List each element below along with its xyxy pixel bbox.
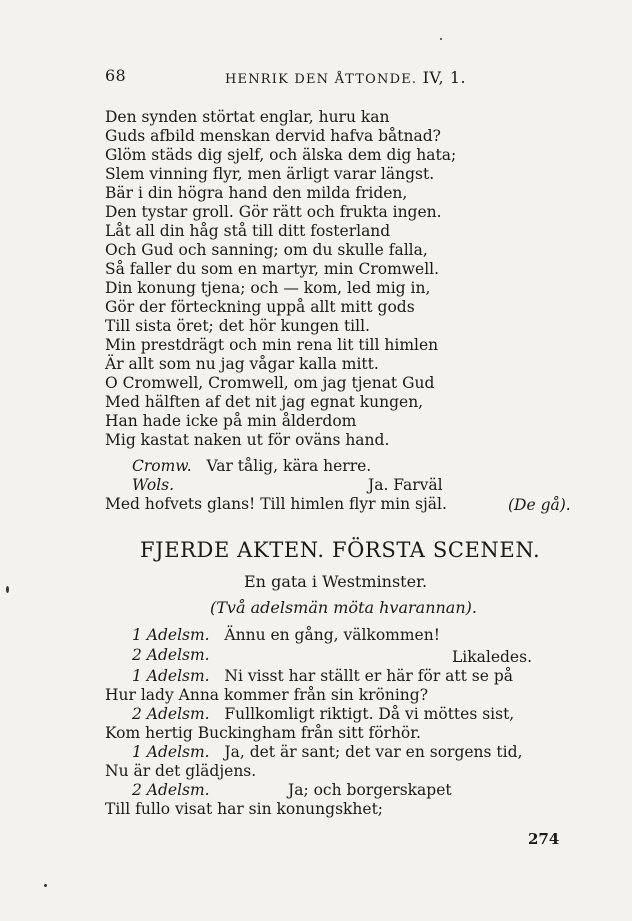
running-title-text: HENRIK DEN ÅTTONDE.	[225, 72, 418, 87]
speech: Ännu en gång, välkommen!	[224, 626, 440, 644]
dialogue-line	[132, 626, 440, 645]
speaker: 2 Adelsm.	[132, 646, 210, 664]
verse-line: Till sista öret; det hör kungen till.	[105, 317, 370, 335]
dialogue-line	[132, 743, 522, 762]
speaker-wols: Wols.	[132, 476, 175, 494]
verse-line: O Cromwell, Cromwell, om jag tjenat Gud	[105, 374, 435, 392]
speech: Fullkomligt riktigt. Då vi möttes sist,	[224, 705, 515, 723]
verse-line: Glöm städs dig sjelf, och älska dem dig hata;	[105, 146, 457, 164]
verse-line: Är allt som nu jag vågar kalla mitt.	[105, 355, 379, 373]
speech: Likaledes.	[452, 648, 532, 666]
speaker: 1 Adelsm.	[132, 626, 210, 644]
speech: Kom hertig Buckingham från sitt förhör.	[105, 724, 421, 742]
speech: Ni visst har ställt er här för att se på	[224, 667, 514, 685]
cromw-speech	[132, 457, 371, 476]
speaker-cromw: Cromw.	[132, 457, 192, 475]
verse-line: Slem vinning flyr, men ärligt varar längst.	[105, 165, 435, 183]
speech: Till fullo visat har sin konungskhet;	[105, 800, 384, 818]
verse-line: Min prestdrägt och min rena lit till himlen	[105, 336, 439, 354]
speaker: 1 Adelsm.	[132, 743, 210, 761]
wols-line: Ja. Farväl	[368, 476, 443, 494]
exit-direction: (De gå).	[508, 496, 571, 514]
verse-line: Bär i din högra hand den milda friden,	[105, 184, 408, 202]
cromw-line: Var tålig, kära herre.	[206, 457, 372, 475]
verse-line: Och Gud och sanning; om du skulle falla,	[105, 241, 428, 259]
verse-line: Guds afbild menskan dervid hafva båtnad?	[105, 127, 441, 145]
dialogue-line	[132, 667, 513, 686]
act-scene-label: IV, 1.	[422, 68, 467, 87]
opening-direction: (Två adelsmän möta hvarannan).	[210, 598, 477, 617]
verse-line: Den synden störtat englar, huru kan	[105, 108, 390, 126]
verse-line: Gör der förteckning uppå allt mitt gods	[105, 298, 415, 316]
scan-speck	[6, 586, 9, 593]
dialogue-line	[132, 705, 514, 724]
verse-line: Mig kastat naken ut för oväns hand.	[105, 431, 390, 449]
speech: Ja, det är sant; det var en sorgens tid,	[224, 743, 523, 761]
final-verse-line: Med hofvets glans! Till himlen flyr min själ.	[105, 495, 447, 513]
act-heading: FJERDE AKTEN. FÖRSTA SCENEN.	[140, 538, 541, 562]
speaker: 2 Adelsm.	[132, 705, 210, 723]
speech: Hur lady Anna kommer från sin kröning?	[105, 686, 429, 704]
verse-line: Med hälften af det nit jag egnat kungen,	[105, 393, 424, 411]
speaker: 1 Adelsm.	[132, 667, 210, 685]
verse-block	[105, 108, 456, 450]
signature-number: 274	[528, 830, 560, 848]
speech: Nu är det glädjens.	[105, 762, 257, 780]
running-title	[225, 68, 466, 87]
speaker: 2 Adelsm.	[132, 781, 210, 799]
verse-line: Så faller du som en martyr, min Cromwell.	[105, 260, 440, 278]
scan-speck	[440, 38, 442, 40]
speech: Ja; och borgerskapet	[288, 781, 452, 799]
verse-line: Din konung tjena; och — kom, led mig in,	[105, 279, 431, 297]
verse-line: Låt all din håg stå till ditt fosterland	[105, 222, 391, 240]
scan-speck	[44, 884, 47, 887]
page-number: 68	[105, 66, 126, 85]
verse-line: Den tystar groll. Gör rätt och frukta ingen.	[105, 203, 442, 221]
scene-location: En gata i Westminster.	[244, 572, 428, 591]
verse-line: Han hade icke på min ålderdom	[105, 412, 357, 430]
